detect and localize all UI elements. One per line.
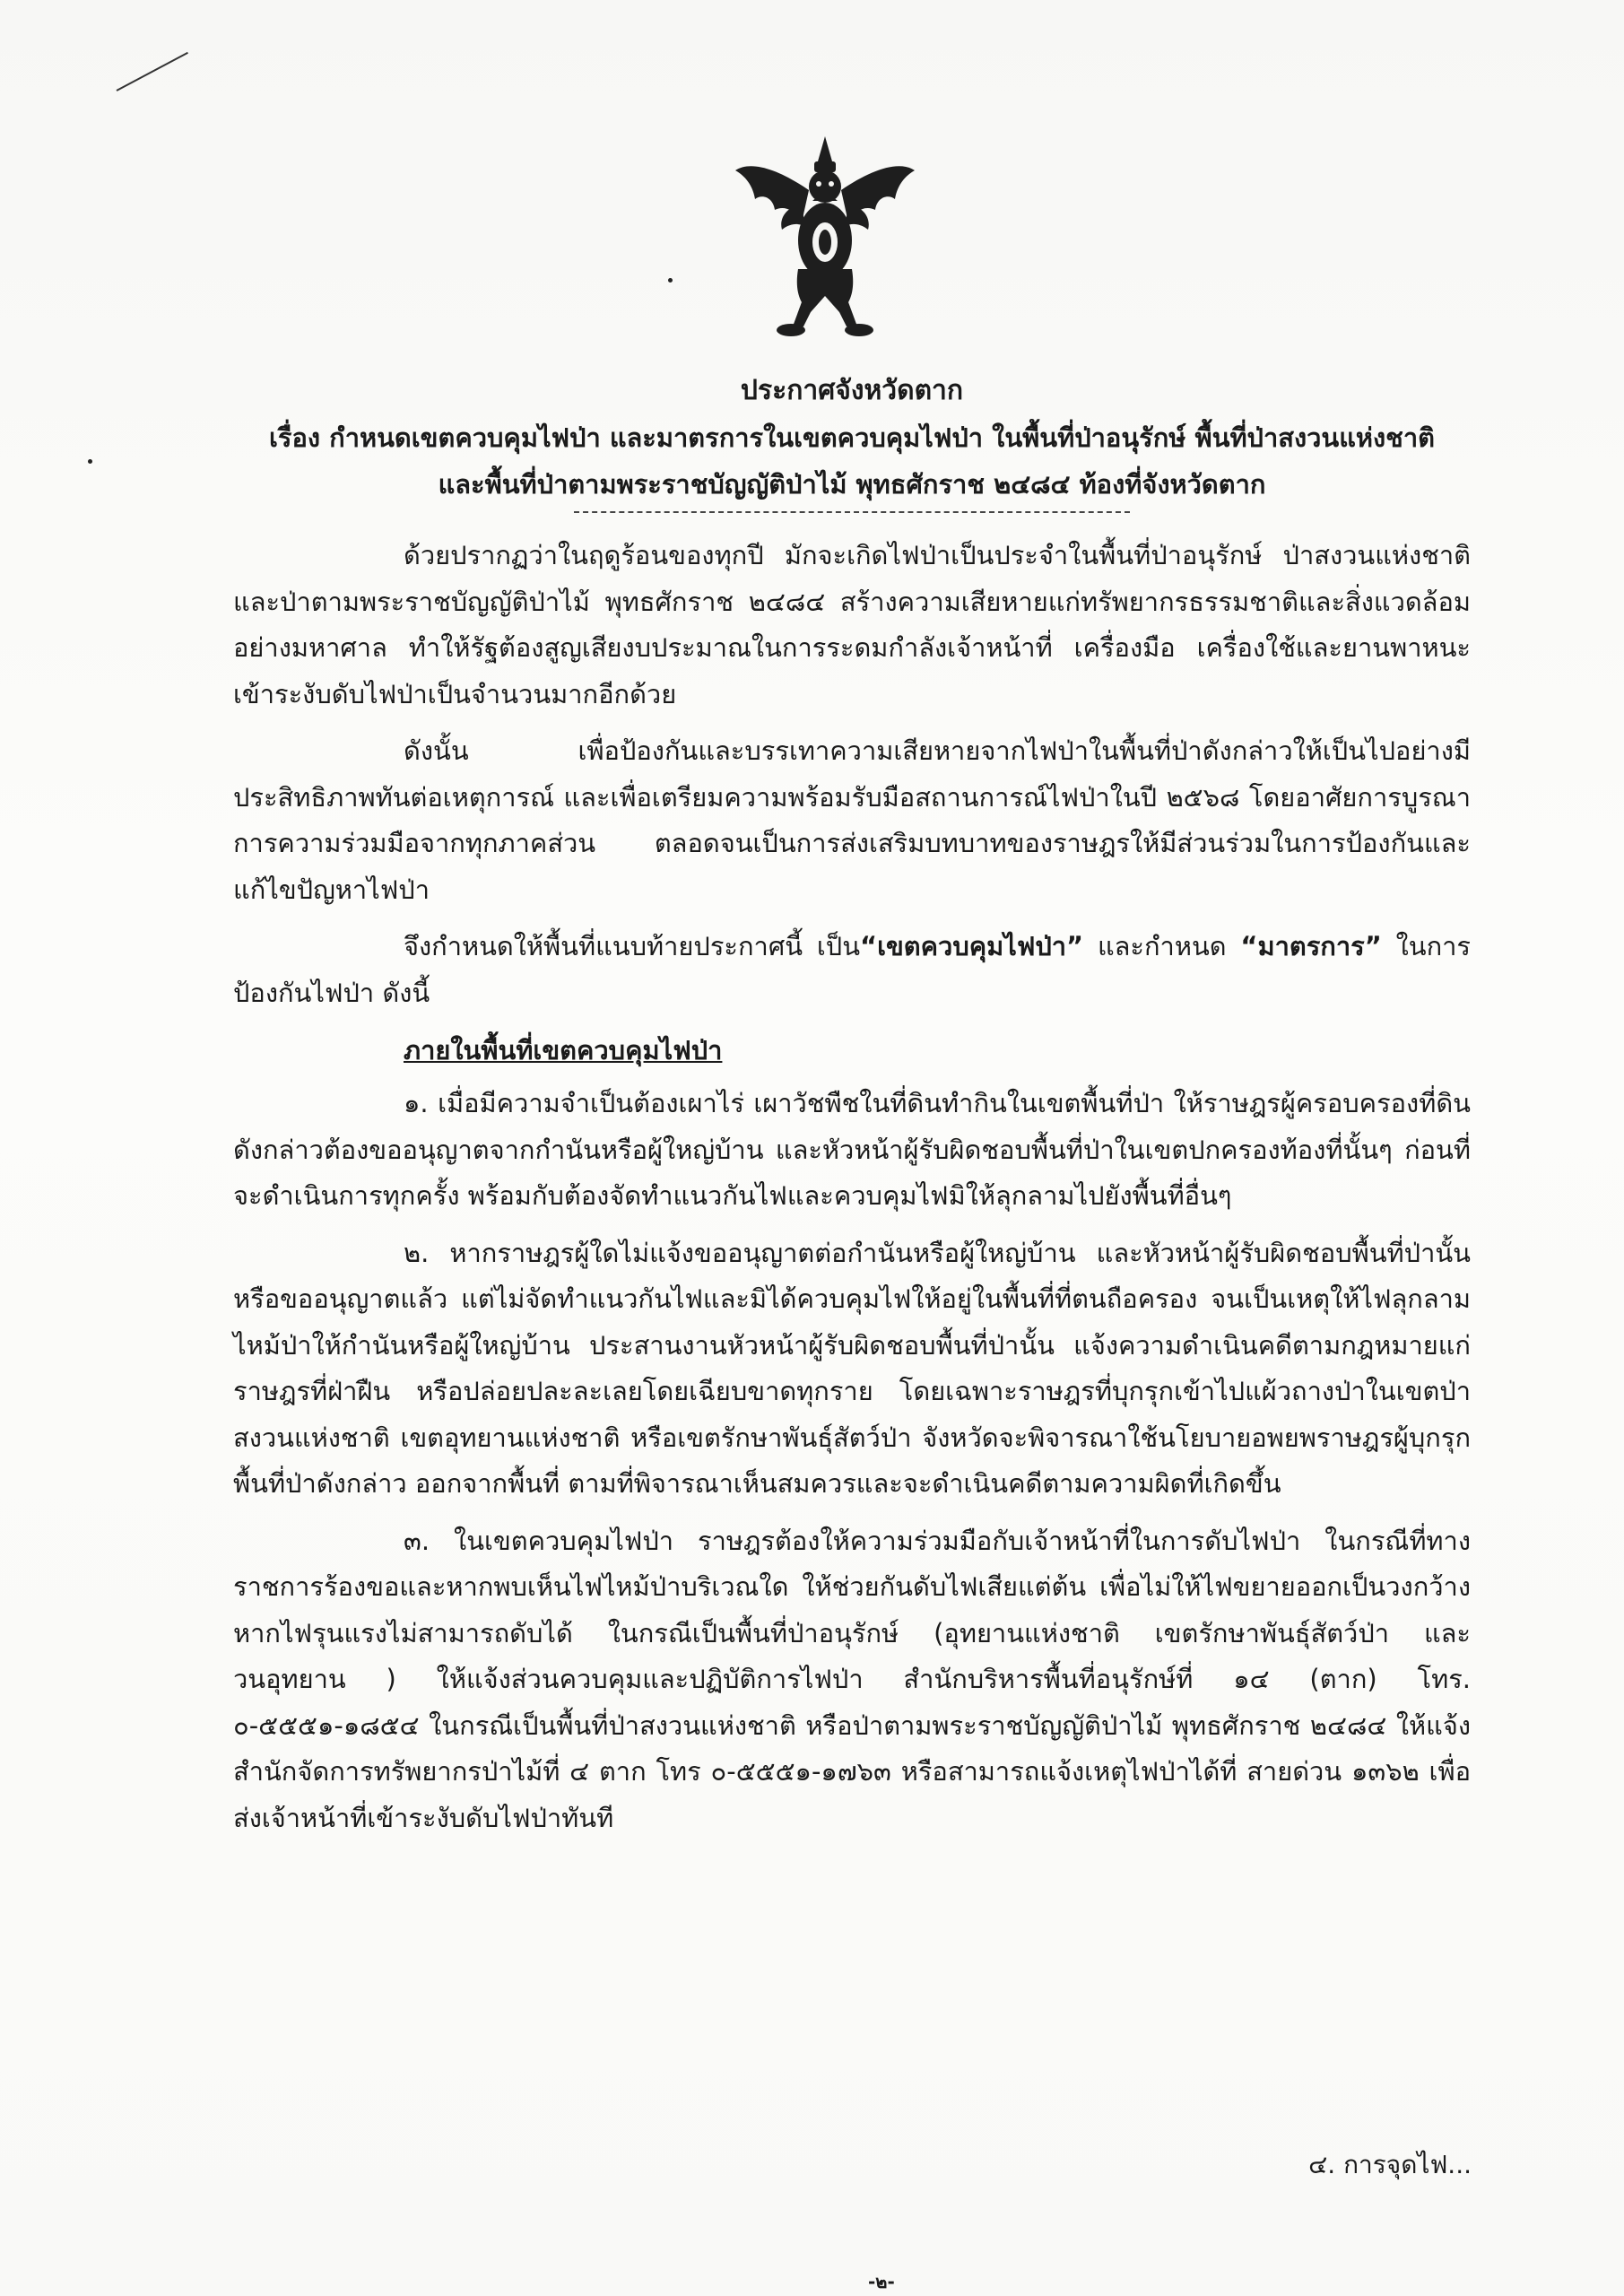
scan-dot [668,278,673,283]
paragraph-declaration [233,924,1471,1016]
garuda-emblem-icon [735,135,915,341]
pen-stroke-mark [117,52,188,91]
paragraph-background: ด้วยปรากฏว่าในฤดูร้อนของทุกปี มักจะเกิดไฟป่าเป็นประจำในพื้นที่ป่าอนุรักษ์ ป่าสงวนแห่งชาติ และป่าตามพระราชบัญญัติป่าไม้ พุทธศักราช ๒๔๘๔ สร้างความเสียหายแก่ทรัพยากรธรรมชาติและสิ่งแวดล้อมอย่างมหาศาล ทำให้รัฐต้องสูญเสียงบประมาณในการระดมกำลังเจ้าหน้าที่ เครื่องมือ เครื่องใช้และยานพาหนะ เข้าระงับดับไฟป่าเป็นจำนวนมากอีกด้วย [233,540,1480,709]
measure-item-1: ๑. เมื่อมีความจำเป็นต้องเผาไร่ เผาวัชพืชในที่ดินทำกินในเขตพื้นที่ป่า ให้ราษฎรผู้ครอบครองที่ดินดังกล่าวต้องขออนุญาตจากกำนันหรือผู้ใหญ่บ้าน และหัวหน้าผู้รับผิดชอบพื้นที่ป่าในเขตปกครองท้องที่นั้นๆ ก่อนที่จะดำเนินการทุกครั้ง พร้อมกับต้องจัดทำแนวกันไฟและควบคุมไฟมิให้ลุกลามไปยังพื้นที่อื่นๆ [233,1088,1471,1211]
declaration-text: จึงกำหนดให้พื้นที่แนบท้ายประกาศนี้ เป็น [404,931,861,961]
measures-term: “มาตรการ” [1240,931,1382,961]
document-content [233,368,1480,1852]
measure-item-3: ๓. ในเขตควบคุมไฟป่า ราษฎรต้องให้ความร่วมมือกับเจ้าหน้าที่ในการดับไฟป่า ในกรณีที่ทางราชการร้องขอและหากพบเห็นไฟไหม้ป่าบริเวณใด ให้ช่วยกันดับไฟเสียแต่ต้น เพื่อไม่ให้ไฟขยายออกเป็นวงกว้าง หากไฟรุนแรงไม่สามารถดับได้ ในกรณีเป็นพื้นที่ป่าอนุรักษ์ (อุทยานแห่งชาติ เขตรักษาพันธุ์สัตว์ป่า และ วนอุทยาน ) ให้แจ้งส่วนควบคุมและปฏิบัติการไฟป่า สำนักบริหารพื้นที่อนุรักษ์ที่ ๑๔ (ตาก) โทร. ๐-๕๕๕๑-๑๘๕๔ ในกรณีเป็นพื้นที่ป่าสงวนแห่งชาติ หรือป่าตามพระราชบัญญัติป่าไม้ พุทธศักราช ๒๔๘๔ ให้แจ้งสำนักจัดการทรัพยากรป่าไม้ที่ ๔ ตาก โทร ๐-๕๕๕๑-๑๗๖๓ หรือสามารถแจ้งเหตุไฟป่าได้ที่ สายด่วน ๑๓๖๒ เพื่อส่งเจ้าหน้าที่เข้าระงับดับไฟป่าทันที [233,1525,1480,1833]
subject-line-2: และพื้นที่ป่าตามพระราชบัญญัติป่าไม้ พุทธศักราช ๒๔๘๔ ท้องที่จังหวัดตาก [438,469,1266,500]
announcement-title: ประกาศจังหวัดตาก [740,375,964,406]
scan-dot [88,459,92,464]
measure-item-2: ๒. หากราษฎรผู้ใดไม่แจ้งขออนุญาตต่อกำนันหรือผู้ใหญ่บ้าน และหัวหน้าผู้รับผิดชอบพื้นที่ป่านั้นหรือขออนุญาตแล้ว แต่ไม่จัดทำแนวกันไฟและมิได้ควบคุมไฟให้อยู่ในพื้นที่ที่ตนถือครอง จนเป็นเหตุให้ไฟลุกลามไหม้ป่าให้กำนันหรือผู้ใหญ่บ้าน ประสานงานหัวหน้าผู้รับผิดชอบพื้นที่ป่านั้น แจ้งความดำเนินคดีตามกฎหมายแก่ราษฎรที่ฝ่าฝืน หรือปล่อยปละละเลยโดยเฉียบขาดทุกราย โดยเฉพาะราษฎรที่บุกรุกเข้าไปแผ้วถางป่าในเขตป่าสงวนแห่งชาติ เขตอุทยานแห่งชาติ หรือเขตรักษาพันธุ์สัตว์ป่า จังหวัดจะพิจารณาใช้นโยบายอพยพราษฎรผู้บุกรุกพื้นที่ป่าดังกล่าว ออกจากพื้นที่ ตามที่พิจารณาเห็นสมควรและจะดำเนินคดีตามความผิดที่เกิดขึ้น [233,1237,1471,1499]
subject-line-1: เรื่อง กำหนดเขตควบคุมไฟป่า และมาตรการในเขตควบคุมไฟป่า ในพื้นที่ป่าอนุรักษ์ พื้นที่ป่าสงวนแห่งชาติ [268,422,1435,453]
page-number: -๒- [868,2271,895,2292]
section-subheading: ภายในพื้นที่เขตควบคุมไฟป่า [404,1035,723,1065]
declaration-text: และกำหนด [1083,931,1241,961]
paragraph-purpose: ดังนั้น เพื่อป้องกันและบรรเทาความเสียหายจากไฟป่าในพื้นที่ป่าดังกล่าวให้เป็นไปอย่างมีประสิทธิภาพทันต่อเหตุการณ์ และเพื่อเตรียมความพร้อมรับมือสถานการณ์ไฟป่าในปี ๒๕๖๘ โดยอาศัยการบูรณาการความร่วมมือจากทุกภาคส่วน ตลอดจนเป็นการส่งเสริมบทบาทของราษฎรให้มีส่วนร่วมในการป้องกันและแก้ไขปัญหาไฟป่า [233,735,1471,905]
title-divider [574,511,1130,513]
continuation-marker: ๔. การจุดไฟ... [1308,2150,1472,2179]
declaration-text: ในการป้องกันไฟป่า ดังนี้ [233,931,1472,1008]
fire-control-zone-term: “เขตควบคุมไฟป่า” [860,931,1084,961]
